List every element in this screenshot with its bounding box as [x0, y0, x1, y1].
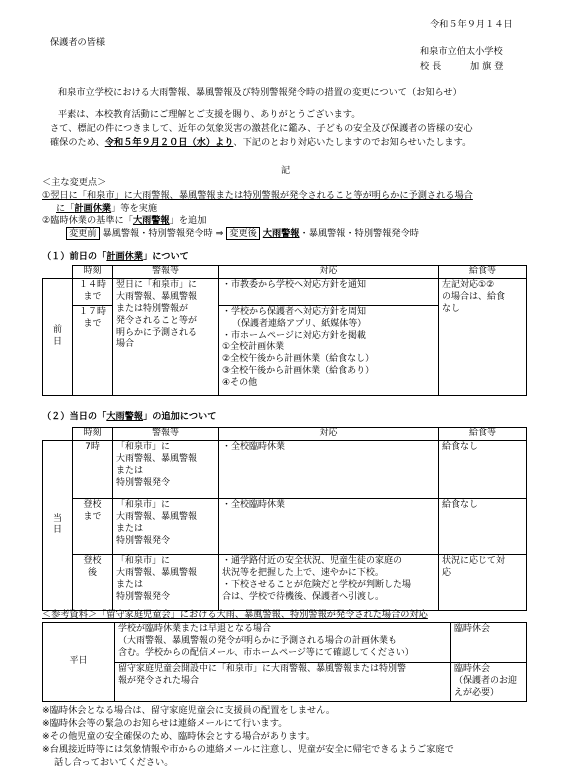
row-label-same-day [43, 440, 73, 610]
response-line: ・下校させることが危険だと学校が判断した場 [222, 579, 412, 590]
alert-line: 「和泉市」に [116, 441, 171, 452]
start-date: 令和５年９月２０日（水）より [104, 137, 234, 148]
section2-heading-bold: 大雨警報 [106, 411, 144, 422]
result-cell: 臨時休会 [451, 623, 527, 663]
intro-line-3 [50, 137, 471, 149]
alert-line: 「和泉市」に [116, 555, 171, 566]
condition-line: （大雨警報、暴風警報の発令が明らかに予測される場合の計画休業も [118, 635, 398, 646]
corner-cell [43, 266, 73, 279]
header-response: 対応 [219, 266, 439, 279]
response-line: ・市ホームページに対応方針を掲載 [222, 330, 366, 341]
response-cell-14: ・市教委から学校へ対応方針を通知 [219, 279, 439, 306]
after-text: ・暴風警報・特別警報発令時 [299, 228, 419, 239]
alert-line: 発令されること等が [116, 315, 198, 326]
row-label-weekday: 平日 [43, 623, 115, 702]
condition-line: 含む。学校からの配信メール、市ホームページ等にて確認してください） [118, 647, 414, 658]
change-item-2-pre: ②臨時休業の基準に「 [42, 215, 133, 226]
note-4-cont: 話し合っておいてください。 [54, 757, 174, 768]
section1-heading [42, 251, 189, 263]
alert-line: 特別警報発令 [116, 591, 171, 602]
planned-closure-table [42, 265, 527, 396]
heavy-rain-label: 大雨警報 [132, 215, 170, 226]
time-cell: 7時 [73, 440, 113, 498]
alert-cell [113, 440, 219, 498]
result-line: 臨時休会 [454, 664, 491, 674]
intro-line-1: 平素は、本校教育活動にご理解とご支援を賜り、ありがとうございます。 [58, 109, 361, 120]
alert-line: 大雨警報、暴風警報 [116, 511, 198, 522]
reference-heading: ＜参考資料＞「留守家庭児童会」における大雨、暴風警報、特別警報が発令された場合の対応 [42, 609, 428, 620]
meal-line: の場合は、給食 [442, 291, 506, 302]
time-cell-14 [73, 279, 113, 306]
response-cell: ・全校臨時休業 [219, 498, 439, 554]
result-cell [451, 663, 527, 702]
note-3: ※その他児童の安全確保のため、臨時休会とする場合があります。 [42, 731, 316, 742]
time-line: 登校 [83, 555, 102, 566]
alert-cell-prev-day [113, 279, 219, 396]
changes-heading: ＜主な変更点＞ [42, 177, 107, 188]
section2-heading [42, 411, 216, 423]
before-text: 暴風警報・特別警報発令時 ⇒ [102, 228, 224, 239]
time-cell-17 [73, 305, 113, 395]
change-item-2 [42, 215, 206, 227]
header-alert: 警報等 [113, 428, 219, 441]
response-cell-17 [219, 305, 439, 395]
ki-heading: 記 [281, 165, 291, 176]
change-item-2-post: 」を追加 [169, 215, 207, 226]
row-label-prev-day-text: 前日 [52, 325, 62, 347]
condition-line: 報が発令された場合 [118, 675, 200, 686]
alert-line: または特別警報が [116, 303, 189, 314]
header-time: 時刻 [73, 266, 113, 279]
response-line: ③全校午後から計画休業（給食あり） [222, 366, 375, 377]
change-item-1-pre: に「 [56, 203, 75, 214]
header-meal: 給食等 [439, 428, 527, 441]
sender-school: 和泉市立伯太小学校 [420, 46, 503, 57]
document-date: 令和５年９月１４日 [430, 19, 513, 30]
header-time: 時刻 [73, 428, 113, 441]
result-line: えが必要） [454, 687, 500, 698]
condition-cell [115, 623, 451, 663]
time-line: 後 [87, 567, 97, 578]
meal-cell [439, 554, 527, 610]
row-label-same-day-text: 当日 [52, 513, 62, 536]
meal-line: なし [442, 303, 461, 314]
time-line: 登校 [83, 499, 102, 510]
alert-line: または [116, 523, 144, 534]
response-line: ④その他 [222, 378, 258, 388]
alert-line: 大雨警報、暴風警報 [116, 567, 198, 578]
time-14-line-2: まで [83, 291, 102, 302]
alert-line: 特別警報発令 [116, 535, 171, 546]
section1-heading-bold: 計画休業 [106, 251, 144, 262]
alert-line: 大雨警報、暴風警報 [116, 291, 198, 302]
time-cell [73, 554, 113, 610]
response-cell: ・全校臨時休業 [219, 440, 439, 498]
intro-line-3-post: 、下記のとおり対応いたしますのでお知らせいたします。 [233, 137, 472, 148]
time-17-line-1: １７時 [78, 306, 106, 317]
section1-heading-pre: （１）前日の「 [42, 251, 107, 262]
alert-line: 特別警報発令 [116, 477, 171, 488]
header-meal: 給食等 [439, 266, 527, 279]
time-line: まで [83, 511, 102, 522]
planned-closure-label: 計画休業 [74, 203, 112, 214]
section2-heading-pre: （２）当日の「 [42, 411, 107, 422]
condition-line: 留守家庭児童会開設中に「和泉市」に大雨警報、暴風警報または特別警 [118, 664, 407, 674]
response-line: ・通学路付近の安全状況、児童生徒の家庭の [222, 555, 403, 566]
alert-line: 翌日に「和泉市」に [116, 280, 198, 290]
note-4: ※台風接近時等には気象情報や市からの連絡メールに注意し、児童が安全に帰宅できるようご家庭で [42, 744, 454, 755]
condition-cell [115, 663, 451, 702]
header-response: 対応 [219, 428, 439, 441]
change-item-1-post: 」等を実施 [111, 203, 158, 214]
same-day-table [42, 427, 527, 611]
response-line: 合は、学校で待機後、保護者へ引渡し。 [222, 591, 385, 602]
alert-line: 場合 [116, 339, 135, 350]
meal-cell: 給食なし [439, 440, 527, 498]
change-comparison [66, 228, 419, 240]
time-14-line-1: １４時 [78, 280, 106, 290]
result-line: （保護者のお迎 [454, 675, 518, 686]
meal-cell: 給食なし [439, 498, 527, 554]
after-school-table [42, 622, 527, 702]
sender-role: 校 長 [420, 61, 442, 72]
time-cell [73, 498, 113, 554]
meal-line: 状況に応じて対 [442, 555, 506, 566]
note-2: ※臨時休会等の緊急のお知らせは連絡メールにて行います。 [42, 718, 288, 729]
time-17-line-2: まで [83, 318, 102, 329]
section2-heading-post: 」の追加について [143, 411, 217, 422]
alert-cell [113, 498, 219, 554]
header-alert: 警報等 [113, 266, 219, 279]
response-line: ①全校計画休業 [222, 342, 285, 353]
recipient: 保護者の皆様 [50, 37, 106, 48]
before-label: 変更前 [66, 227, 100, 240]
change-item-1-cont [56, 203, 157, 215]
meal-cell-prev-day [439, 279, 527, 396]
alert-line: または [116, 579, 144, 590]
alert-cell [113, 554, 219, 610]
response-line: 状況等を把握した上で、速やかに下校。 [222, 567, 384, 578]
alert-line: 「和泉市」に [116, 499, 171, 510]
meal-line: 左記対応①② [442, 280, 495, 290]
response-line: ・学校から保護者へ対応方針を周知 [222, 306, 367, 317]
note-1: ※臨時休会となる場合は、留守家庭児童会に支援員の配置をしません。 [42, 705, 336, 716]
row-label-prev-day [43, 279, 73, 396]
alert-line: 明らかに予測される [116, 327, 198, 338]
change-item-1: ①翌日に「和泉市」に大雨警報、暴風警報または特別警報が発令されること等が明らかに予測される場合 [42, 190, 473, 201]
after-bold: 大雨警報 [262, 228, 300, 239]
condition-line: 学校が臨時休業または早退となる場合 [118, 624, 272, 634]
after-label: 変更後 [226, 227, 260, 240]
corner-cell [43, 428, 73, 441]
alert-line: または [116, 465, 144, 476]
sender-name: 加 旗 登 [470, 61, 504, 72]
section1-heading-post: 」について [143, 251, 189, 262]
document-title: 和泉市立学校における大雨警報、暴風警報及び特別警報発令時の措置の変更について（お知らせ） [58, 87, 462, 98]
response-line: （保護者連絡アプリ、紙媒体等） [232, 318, 367, 329]
response-line: ②全校午後から計画休業（給食なし） [222, 354, 375, 365]
intro-line-2: さて、標記の件につきまして、近年の気象災害の激甚化に鑑み、子どもの安全及び保護者の皆様の安心 [50, 123, 473, 134]
meal-line: 応 [442, 567, 452, 578]
alert-line: 大雨警報、暴風警報 [116, 453, 198, 464]
response-cell [219, 554, 439, 610]
intro-line-3-pre: 確保のため、 [50, 137, 105, 148]
